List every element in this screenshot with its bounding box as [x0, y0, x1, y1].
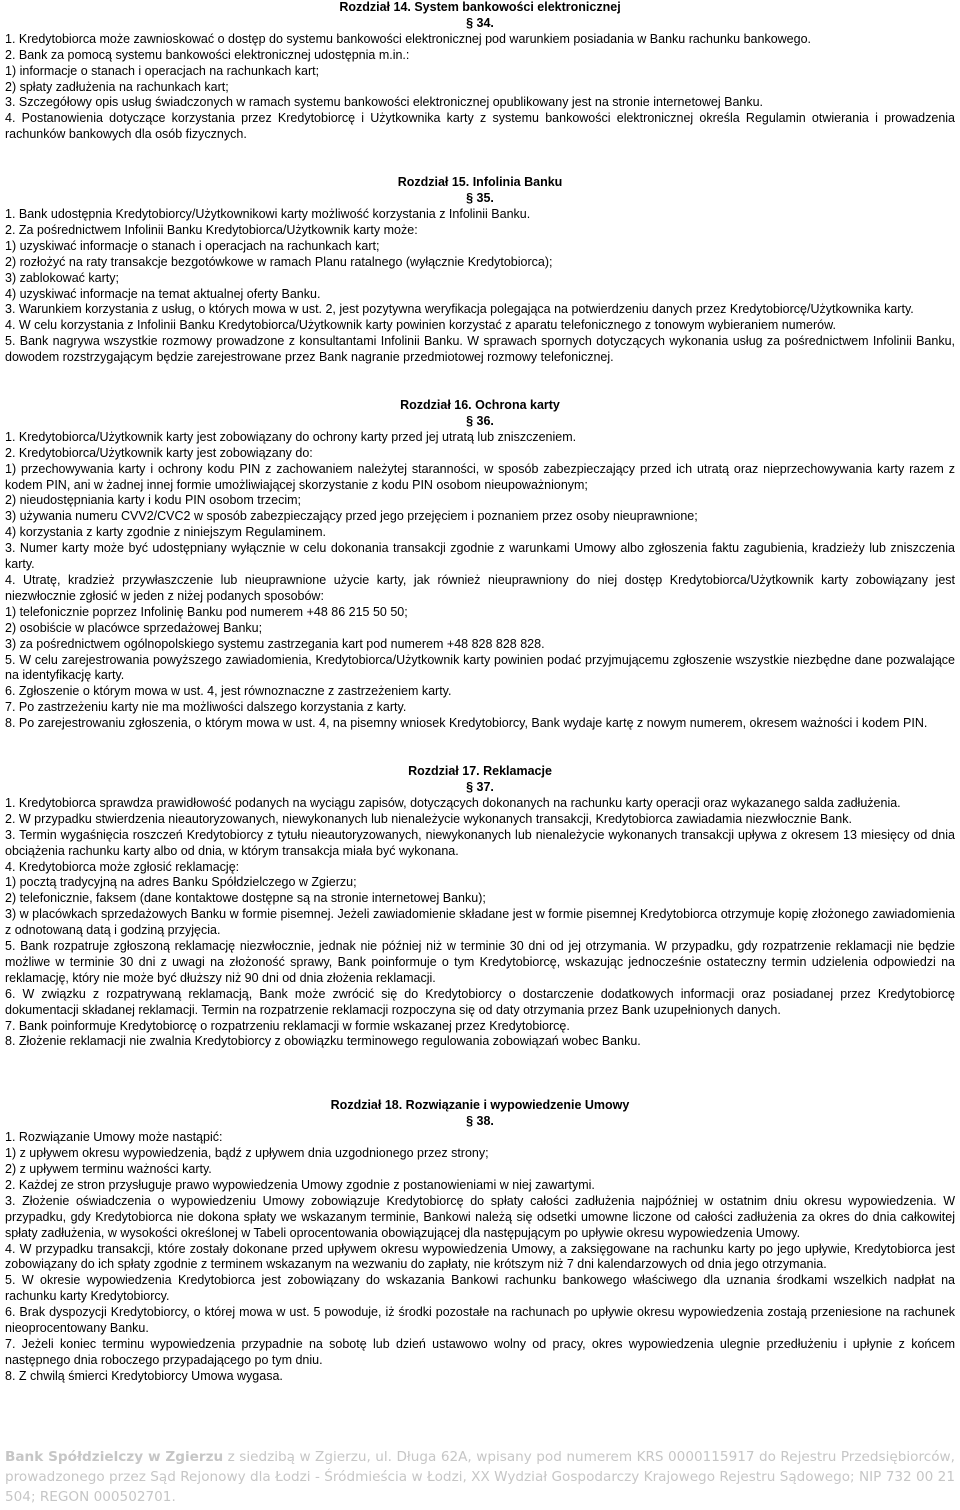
clause: 4. Utratę, kradzież przywłaszczenie lub nieuprawnione użycie karty, jak również nieuprawniony do niej dostęp Kredytobiorca/Użytkownik karty zobowiązany jest niezwłocznie zgłosić w jeden z niżej podanych sposobów: [5, 573, 955, 603]
chapter-heading: Rozdział 17. Reklamacje [408, 764, 552, 779]
clause: 1) przechowywania karty i ochrony kodu PIN z zachowaniem należytej staranności, w sposób zabezpieczający przed ich utratą oraz nieprzechowywania karty razem z kodem PIN, ani w żadnej innej formie umożliwiającej skorzystanie z kodu PIN osobom nieupoważnionym; [5, 461, 955, 492]
clause: 1. Kredytobiorca/Użytkownik karty jest zobowiązany do ochrony karty przed jej utratą lub zniszczeniem. [5, 429, 577, 444]
clause: 2) spłaty zadłużenia na rachunkach kart; [5, 79, 229, 94]
clause: 7. Bank poinformuje Kredytobiorcę o rozpatrzeniu reklamacji w formie wskazanej przez Kredytobiorcę. [5, 1018, 570, 1033]
chapter-heading: Rozdział 16. Ochrona karty [400, 398, 560, 413]
clause: 6. W związku z rozpatrywaną reklamacją, Bank może zwrócić się do Kredytobiorcy o dostarczenie dodatkowych informacji oraz posiadanej przez Kredytobiorcę dokumentacji składanej reklamacji. Termin na rozpatrzenie reklamacji rozpoczyna się od daty otrzymania przez Bank uzupełnionych danych. [5, 986, 955, 1017]
document-page [5, 0, 955, 1385]
clause: 2. Bank za pomocą systemu bankowości elektronicznej udostępnia m.in.: [5, 47, 410, 62]
clause: 5. Bank nagrywa wszystkie rozmowy prowadzone z konsultantami Infolinii Banku. W sprawach spornych dotyczących wykonania usług za pośrednictwem Infolinii Banku, dowodem rozstrzygającym będzie zarejestrowane przez Bank nagranie przedmiotowej rozmowy telefonicznej. [5, 334, 955, 365]
clause: 2) z upływem terminu ważności karty. [5, 1162, 212, 1176]
clause: 2. W przypadku stwierdzenia nieautoryzowanych, niewykonanych lub nienależycie wykonanych transakcji, Kredytobiorca zawiadamia niezwłocznie Bank. [5, 811, 852, 826]
clause: 7. Po zastrzeżeniu karty nie ma możliwości dalszego korzystania z karty. [5, 700, 407, 715]
clause: 1. Kredytobiorca może zawnioskować o dostęp do systemu bankowości elektronicznej pod warunkiem posiadania w Banku rachunku bankowego. [5, 31, 812, 46]
footer-bank-name: Bank Spółdzielczy w Zgierzu [5, 1449, 224, 1465]
clause: 3) używania numeru CVV2/CVC2 w sposób zabezpieczający przed jego przejęciem i poznaniem przez osoby nieuprawnione; [5, 509, 698, 524]
paragraph-number: § 38. [466, 1114, 494, 1129]
clause: 7. Jeżeli koniec terminu wypowiedzenia przypadnie na sobotę lub dzień ustawowo wolny od pracy, okres wypowiedzenia ulegnie przedłużeniu i upłynie z końcem następnego dnia roboczego przypadającego po tym dniu. [5, 1336, 955, 1367]
clause: 3. Szczegółowy opis usług świadczonych w ramach systemu bankowości elektronicznej opublikowany jest na stronie internetowej Banku. [5, 95, 764, 110]
clause: 4) korzystania z karty zgodnie z niniejszym Regulaminem. [5, 525, 326, 540]
section-17 [5, 764, 955, 1050]
clause: 2) osobiście w placówce sprzedażowej Banku; [5, 620, 263, 635]
clause: 4. Postanowienia dotyczące korzystania przez Kredytobiorcę i Użytkownika karty z systemu bankowości elektronicznej określa Regulamin otwierania i prowadzenia rachunków bankowych dla osób fizycznych. [5, 111, 955, 142]
clause: 1. Rozwiązanie Umowy może nastąpić: [5, 1130, 223, 1145]
chapter-heading: Rozdział 15. Infolinia Banku [397, 175, 563, 190]
clause: 1) z upływem okresu wypowiedzenia, bądź z upływem dnia uzgodnionego przez strony; [5, 1146, 489, 1161]
clause: 3. Numer karty może być udostępniany wyłącznie w celu dokonania transakcji zgodnie z warunkami Umowy albo zgłoszenia faktu zagubienia, kradzieży lub zniszczenia karty. [5, 541, 955, 572]
clause: 3. Warunkiem korzystania z usług, o których mowa w ust. 2, jest pozytywna weryfikacja polegająca na potwierdzeniu danych przez Kredytobiorcę/Użytkownika karty. [5, 302, 914, 317]
clause: 2) rozłożyć na raty transakcje bezgotówkowe w ramach Planu ratalnego (wyłącznie Kredytobiorca); [5, 254, 553, 269]
footer-text: z siedzibą w Zgierzu, ul. Długa 62A, wpisany pod numerem KRS 0000115917 do Rejestru Przedsiębiorców, prowadzonego przez Sąd Rejonowy dla Łodzi - Śródmieścia w Łodzi, XX Wydział Gospodarczy Krajowego Rejestru Sądowego; NIP 732 00 21 504; REGON 000502701. [5, 1449, 955, 1505]
chapter-heading: Rozdział 14. System bankowości elektronicznej [339, 0, 621, 14]
clause: 4. W celu korzystania z Infolinii Banku Kredytobiorca/Użytkownik karty powinien korzystać z aparatu telefonicznego z tonowym wybieraniem numerów. [5, 318, 836, 333]
paragraph-number: § 37. [466, 779, 494, 794]
clause: 5. W okresie wypowiedzenia Kredytobiorca jest zobowiązany do wskazania Bankowi rachunku bankowego właściwego dla uznania środkami wszelkich nadpłat na rachunku karty Kredytobiorcy. [5, 1273, 955, 1304]
clause: 3. Termin wygaśnięcia roszczeń Kredytobiorcy z tytułu nieautoryzowanych, niewykonanych lub nienależycie wykonanych transakcji upływa z okresem 13 miesięcy od dnia obciążenia rachunku karty albo od dnia, w którym transakcja miała być wykonana. [5, 827, 955, 858]
clause: 4. Kredytobiorca może zgłosić reklamację: [5, 859, 240, 874]
paragraph-number: § 34. [466, 15, 494, 30]
clause: 2. Każdej ze stron przysługuje prawo wypowiedzenia Umowy zgodnie z postanowieniami w niej zawartymi. [5, 1177, 595, 1192]
clause: 3) za pośrednictwem ogólnopolskiego systemu zastrzegania kart pod numerem +48 828 828 828. [5, 636, 545, 651]
clause: 5. Bank rozpatruje zgłoszoną reklamację niezwłocznie, jednak nie później niż w terminie 30 dni od jej otrzymania. W przypadku, gdy rozpatrzenie reklamacji nie będzie możliwe w terminie 30 dni z uwagi na złożoność sprawy, Bank poinformuje o tym Kredytobiorcę, wskazując jednocześnie ostateczny termin udzielenia odpowiedzi na reklamację, który nie może być dłuższy niż 90 dni od dnia złożenia reklamacji. [5, 939, 955, 985]
paragraph-number: § 36. [466, 413, 494, 428]
paragraph-number: § 35. [466, 191, 494, 206]
clause: 1. Bank udostępnia Kredytobiorcy/Użytkownikowi karty możliwość korzystania z Infolinii Banku. [5, 206, 531, 221]
clause: 3. Złożenie oświadczenia o wypowiedzeniu Umowy zobowiązuje Kredytobiorcę do spłaty całości zadłużenia najpóźniej w ostatnim dniu okresu wypowiedzenia. W przypadku, gdy Kredytobiorca nie dokona spłaty we wskazanym terminie, Bankowi należą się odsetki umowne liczone od całości zadłużenia za okres do dnia całkowitej spłaty zadłużenia, w wysokości określonej w Tabeli oprocentowania obowiązującej dla następującym po upływie okresu wypowiedzenia Umowy. [5, 1193, 955, 1240]
clause: 5. W celu zarejestrowania powyższego zawiadomienia, Kredytobiorca/Użytkownik karty powinien podać przyjmującemu zgłoszenie wszystkie niezbędne dane pozwalające na identyfikację karty. [5, 652, 955, 683]
section-16 [5, 398, 955, 732]
clause: 6. Zgłoszenie o którym mowa w ust. 4, jest równoznaczne z zastrzeżeniem karty. [5, 684, 452, 699]
clause: 2. Kredytobiorca/Użytkownik karty jest zobowiązany do: [5, 445, 313, 460]
clause: 4. W przypadku transakcji, które zostały dokonane przed upływem okresu wypowiedzenia Umowy, a zaksięgowane na rachunku karty po jego upływie, Kredytobiorca jest zobowiązany do ich spłaty zgodnie z terminem wskazanym na wezwaniu do zapłaty, nie krótszym niż 7 dni kalendarzowych od dnia jego otrzymania. [5, 1241, 955, 1272]
section-14 [5, 0, 955, 143]
clause: 1) telefonicznie poprzez Infolinię Banku pod numerem +48 86 215 50 50; [5, 604, 408, 619]
clause: 2. Za pośrednictwem Infolinii Banku Kredytobiorca/Użytkownik karty może: [5, 222, 418, 237]
clause: 8. Po zarejestrowaniu zgłoszenia, o którym mowa w ust. 4, na pisemny wniosek Kredytobiorcy, Bank wydaje kartę z nowym numerem, okresem ważności i kodem PIN. [5, 716, 928, 731]
chapter-heading: Rozdział 18. Rozwiązanie i wypowiedzenie Umowy [330, 1098, 630, 1113]
clause: 6. Brak dyspozycji Kredytobiorcy, o której mowa w ust. 5 powoduje, iż środki pozostałe na rachunach po upływie okresu wypowiedzenia zostają przeniesione na rachunek nieoprocentowany Banku. [5, 1305, 955, 1336]
clause: 3) zablokować karty; [5, 270, 119, 285]
clause: 4) uzyskiwać informacje na temat aktualnej oferty Banku. [5, 286, 321, 301]
clause: 8. Z chwilą śmierci Kredytobiorcy Umowa wygasa. [5, 1368, 283, 1383]
clause: 3) w placówkach sprzedażowych Banku w formie pisemnej. Jeżeli zawiadomienie składane jest w formie pisemnej Kredytobiorca otrzymuje kopię złożonego zawiadomienia z odnotowaną datą i godziną przyjęcia. [5, 907, 955, 938]
clause: 2) telefonicznie, faksem (dane kontaktowe dostępne są na stronie internetowej Banku); [5, 891, 486, 906]
page-footer [5, 1447, 955, 1507]
section-18 [5, 1098, 955, 1384]
clause: 1) pocztą tradycyjną na adres Banku Spółdzielczego w Zgierzu; [5, 875, 357, 890]
clause: 2) nieudostępniania karty i kodu PIN osobom trzecim; [5, 493, 301, 508]
clause: 1) uzyskiwać informacje o stanach i operacjach na rachunkach kart; [5, 238, 380, 253]
clause: 1) informacje o stanach i operacjach na rachunkach kart; [5, 63, 320, 78]
section-15 [5, 175, 955, 366]
clause: 8. Złożenie reklamacji nie zwalnia Kredytobiorcy z obowiązku terminowego regulowania zobowiązań wobec Banku. [5, 1034, 641, 1049]
clause: 1. Kredytobiorca sprawdza prawidłowość podanych na wyciągu zapisów, dotyczących dokonanych na rachunku karty operacji oraz wykazanego salda zadłużenia. [5, 795, 901, 810]
